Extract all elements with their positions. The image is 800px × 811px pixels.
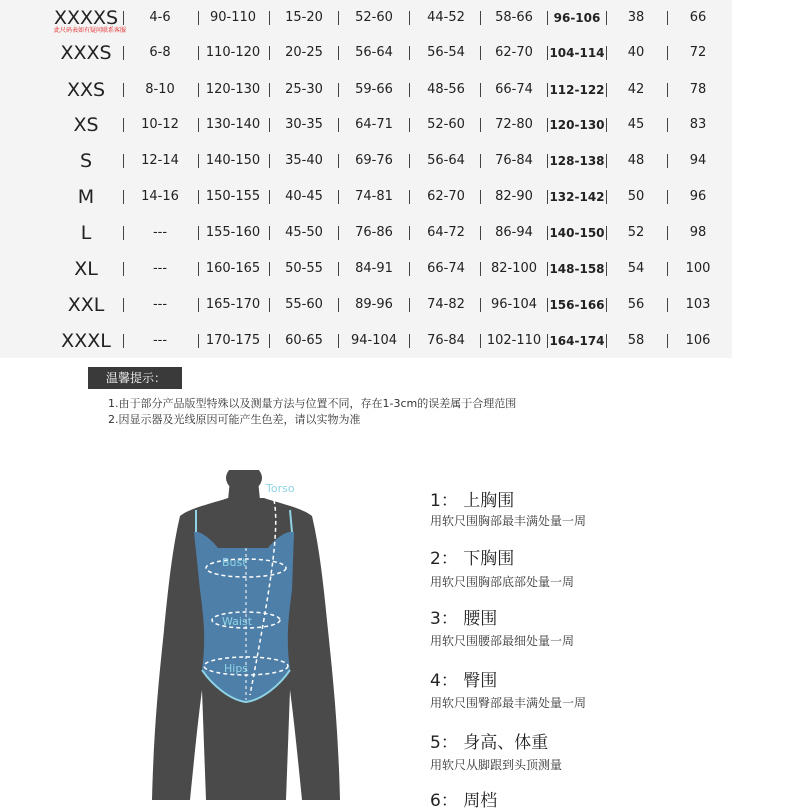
table-cell: 55-60 bbox=[285, 297, 323, 312]
table-row bbox=[0, 287, 732, 323]
size-label-cell: XXXS bbox=[60, 42, 112, 64]
table-cell: 82-90 bbox=[495, 189, 533, 204]
table-cell: 103 bbox=[685, 297, 711, 312]
hips-label: Hips bbox=[224, 662, 249, 675]
legend-title-6: 6： 周档 bbox=[430, 791, 498, 811]
column-separator bbox=[606, 154, 607, 168]
size-label-cell: XXS bbox=[66, 79, 106, 101]
table-cell: 40 bbox=[627, 45, 645, 60]
column-separator bbox=[123, 334, 124, 348]
column-separator bbox=[480, 190, 481, 204]
table-cell: 66 bbox=[689, 10, 707, 25]
column-separator bbox=[667, 46, 668, 60]
table-cell: 25-30 bbox=[285, 82, 323, 97]
table-cell: 106 bbox=[685, 333, 711, 348]
table-cell: 66-74 bbox=[427, 261, 465, 276]
column-separator bbox=[667, 11, 668, 25]
column-separator bbox=[606, 262, 607, 276]
torso-label: Torso bbox=[266, 482, 295, 495]
column-separator bbox=[606, 118, 607, 132]
column-separator bbox=[198, 83, 199, 97]
table-cell: 58 bbox=[627, 333, 645, 348]
table-cell: 10-12 bbox=[141, 117, 179, 132]
table-cell: 45 bbox=[627, 117, 645, 132]
column-separator bbox=[547, 118, 548, 132]
column-separator bbox=[338, 46, 339, 60]
legend-title-4: 4： 臀围 bbox=[430, 671, 498, 691]
table-cell: 120-130 bbox=[205, 82, 261, 97]
column-separator bbox=[269, 226, 270, 240]
table-cell: 170-175 bbox=[205, 333, 261, 348]
column-separator bbox=[547, 298, 548, 312]
table-cell: 56-64 bbox=[427, 153, 465, 168]
column-separator bbox=[409, 11, 410, 25]
column-separator bbox=[269, 190, 270, 204]
legend-title-2: 2： 下胸围 bbox=[430, 549, 515, 569]
legend-desc-3: 用软尺围腰部最细处量一周 bbox=[430, 634, 575, 648]
table-cell: 89-96 bbox=[355, 297, 393, 312]
size-label-cell: XL bbox=[74, 258, 98, 280]
column-separator bbox=[409, 298, 410, 312]
table-cell: 98 bbox=[689, 225, 707, 240]
legend-title-1: 1： 上胸围 bbox=[430, 491, 515, 511]
column-separator bbox=[409, 83, 410, 97]
table-cell: 45-50 bbox=[285, 225, 323, 240]
column-separator bbox=[123, 298, 124, 312]
table-cell: 8-10 bbox=[145, 82, 175, 97]
bust-label: Bust bbox=[222, 556, 247, 569]
column-separator bbox=[480, 83, 481, 97]
column-separator bbox=[269, 46, 270, 60]
table-cell: 96-106 bbox=[553, 11, 601, 25]
column-separator bbox=[123, 262, 124, 276]
body-measurement-figure bbox=[150, 470, 380, 800]
legend-desc-1: 用软尺围胸部最丰满处量一周 bbox=[430, 514, 587, 528]
table-cell: 50 bbox=[627, 189, 645, 204]
table-cell: 20-25 bbox=[285, 45, 323, 60]
column-separator bbox=[269, 83, 270, 97]
table-cell: 66-74 bbox=[495, 82, 533, 97]
column-separator bbox=[480, 226, 481, 240]
column-separator bbox=[198, 226, 199, 240]
column-separator bbox=[123, 118, 124, 132]
table-cell: 78 bbox=[689, 82, 707, 97]
table-cell: 76-84 bbox=[495, 153, 533, 168]
table-cell: --- bbox=[152, 225, 168, 240]
table-cell: 155-160 bbox=[205, 225, 261, 240]
column-separator bbox=[198, 46, 199, 60]
table-cell: 48 bbox=[627, 153, 645, 168]
column-separator bbox=[198, 11, 199, 25]
size-table bbox=[0, 0, 732, 358]
table-cell: 56 bbox=[627, 297, 645, 312]
column-separator bbox=[198, 154, 199, 168]
column-separator bbox=[547, 190, 548, 204]
table-cell: 96-104 bbox=[490, 297, 538, 312]
waist-label: Waist bbox=[222, 615, 253, 628]
column-separator bbox=[409, 154, 410, 168]
column-separator bbox=[547, 46, 548, 60]
table-cell: 76-86 bbox=[355, 225, 393, 240]
column-separator bbox=[123, 46, 124, 60]
column-separator bbox=[269, 11, 270, 25]
column-separator bbox=[480, 298, 481, 312]
table-cell: 6-8 bbox=[149, 45, 171, 60]
table-cell: 128-138 bbox=[549, 154, 605, 168]
table-cell: 94-104 bbox=[350, 333, 398, 348]
column-separator bbox=[409, 46, 410, 60]
column-separator bbox=[198, 190, 199, 204]
table-cell: 64-72 bbox=[427, 225, 465, 240]
table-row bbox=[0, 215, 732, 251]
table-cell: 35-40 bbox=[285, 153, 323, 168]
size-label-cell: XS bbox=[73, 114, 99, 136]
column-separator bbox=[547, 83, 548, 97]
column-separator bbox=[547, 226, 548, 240]
column-separator bbox=[667, 334, 668, 348]
column-separator bbox=[338, 226, 339, 240]
column-separator bbox=[198, 262, 199, 276]
size-label-cell: M bbox=[77, 186, 95, 208]
size-label-cell: XXL bbox=[67, 294, 105, 316]
column-separator bbox=[123, 154, 124, 168]
table-cell: 86-94 bbox=[495, 225, 533, 240]
table-cell: 72 bbox=[689, 45, 707, 60]
column-separator bbox=[338, 11, 339, 25]
table-cell: 112-122 bbox=[549, 83, 605, 97]
table-cell: 164-174 bbox=[549, 334, 605, 348]
column-separator bbox=[338, 190, 339, 204]
legend-desc-5: 用软尺从脚跟到头顶测量 bbox=[430, 758, 563, 772]
table-row bbox=[0, 251, 732, 287]
legend-desc-2: 用软尺围胸部底部处量一周 bbox=[430, 575, 575, 589]
column-separator bbox=[547, 334, 548, 348]
table-cell: 156-166 bbox=[549, 298, 605, 312]
legend-title-5: 5： 身高、体重 bbox=[430, 733, 549, 753]
column-separator bbox=[667, 154, 668, 168]
column-separator bbox=[338, 298, 339, 312]
column-separator bbox=[269, 118, 270, 132]
table-cell: 83 bbox=[689, 117, 707, 132]
table-cell: 96 bbox=[689, 189, 707, 204]
column-separator bbox=[123, 190, 124, 204]
column-separator bbox=[480, 11, 481, 25]
table-cell: 160-165 bbox=[205, 261, 261, 276]
table-cell: 38 bbox=[627, 10, 645, 25]
table-row bbox=[0, 72, 732, 108]
table-cell: 62-70 bbox=[427, 189, 465, 204]
column-separator bbox=[269, 334, 270, 348]
size-label-cell: S bbox=[79, 150, 93, 172]
table-cell: 100 bbox=[685, 261, 711, 276]
column-separator bbox=[123, 11, 124, 25]
table-cell: 120-130 bbox=[549, 118, 605, 132]
table-cell: 165-170 bbox=[205, 297, 261, 312]
column-separator bbox=[409, 334, 410, 348]
column-separator bbox=[409, 190, 410, 204]
tips-line-2: 2.因显示器及光线原因可能产生色差，请以实物为准 bbox=[108, 413, 361, 426]
column-separator bbox=[606, 83, 607, 97]
size-table-note: 此尺码表如有疑问联系客服 bbox=[54, 27, 127, 34]
table-cell: 64-71 bbox=[355, 117, 393, 132]
table-cell: 30-35 bbox=[285, 117, 323, 132]
column-separator bbox=[409, 118, 410, 132]
column-separator bbox=[338, 118, 339, 132]
table-cell: 102-110 bbox=[486, 333, 542, 348]
column-separator bbox=[269, 298, 270, 312]
legend-desc-4: 用软尺围臀部最丰满处量一周 bbox=[430, 696, 587, 710]
table-cell: 15-20 bbox=[285, 10, 323, 25]
table-cell: 110-120 bbox=[205, 45, 261, 60]
column-separator bbox=[667, 262, 668, 276]
table-cell: 52-60 bbox=[427, 117, 465, 132]
table-cell: 44-52 bbox=[427, 10, 465, 25]
column-separator bbox=[409, 262, 410, 276]
size-label-cell: XXXL bbox=[61, 330, 111, 352]
table-cell: 148-158 bbox=[549, 262, 605, 276]
column-separator bbox=[269, 154, 270, 168]
column-separator bbox=[547, 262, 548, 276]
table-cell: 52-60 bbox=[355, 10, 393, 25]
table-cell: 104-114 bbox=[549, 46, 605, 60]
table-cell: 54 bbox=[627, 261, 645, 276]
table-cell: 40-45 bbox=[285, 189, 323, 204]
table-cell: 59-66 bbox=[355, 82, 393, 97]
table-cell: 150-155 bbox=[205, 189, 261, 204]
column-separator bbox=[338, 154, 339, 168]
column-separator bbox=[480, 154, 481, 168]
table-cell: 84-91 bbox=[355, 261, 393, 276]
table-cell: 82-100 bbox=[490, 261, 538, 276]
table-cell: 58-66 bbox=[495, 10, 533, 25]
column-separator bbox=[198, 118, 199, 132]
column-separator bbox=[480, 118, 481, 132]
table-row bbox=[0, 143, 732, 179]
column-separator bbox=[667, 118, 668, 132]
table-cell: 69-76 bbox=[355, 153, 393, 168]
table-cell: 14-16 bbox=[141, 189, 179, 204]
table-cell: 90-110 bbox=[209, 10, 257, 25]
column-separator bbox=[606, 11, 607, 25]
column-separator bbox=[480, 262, 481, 276]
column-separator bbox=[606, 334, 607, 348]
table-row bbox=[0, 323, 732, 359]
column-separator bbox=[547, 11, 548, 25]
legend-title-3: 3： 腰围 bbox=[430, 609, 498, 629]
column-separator bbox=[198, 298, 199, 312]
table-cell: 132-142 bbox=[549, 190, 605, 204]
column-separator bbox=[667, 298, 668, 312]
table-cell: 42 bbox=[627, 82, 645, 97]
table-cell: 12-14 bbox=[141, 153, 179, 168]
table-row bbox=[0, 35, 732, 71]
table-cell: 76-84 bbox=[427, 333, 465, 348]
table-cell: 56-54 bbox=[427, 45, 465, 60]
column-separator bbox=[123, 226, 124, 240]
column-separator bbox=[338, 262, 339, 276]
column-separator bbox=[198, 334, 199, 348]
table-cell: --- bbox=[152, 261, 168, 276]
column-separator bbox=[409, 226, 410, 240]
table-cell: 74-82 bbox=[427, 297, 465, 312]
column-separator bbox=[123, 83, 124, 97]
size-label-cell: L bbox=[80, 222, 92, 244]
table-cell: 4-6 bbox=[149, 10, 171, 25]
column-separator bbox=[547, 154, 548, 168]
column-separator bbox=[338, 334, 339, 348]
column-separator bbox=[667, 83, 668, 97]
column-separator bbox=[480, 46, 481, 60]
table-cell: 48-56 bbox=[427, 82, 465, 97]
column-separator bbox=[480, 334, 481, 348]
table-cell: 60-65 bbox=[285, 333, 323, 348]
column-separator bbox=[667, 226, 668, 240]
column-separator bbox=[667, 190, 668, 204]
column-separator bbox=[269, 262, 270, 276]
table-cell: 50-55 bbox=[285, 261, 323, 276]
table-row bbox=[0, 179, 732, 215]
table-row bbox=[0, 107, 732, 143]
table-cell: 72-80 bbox=[495, 117, 533, 132]
table-cell: 94 bbox=[689, 153, 707, 168]
size-label-cell: XXXXS bbox=[53, 7, 119, 29]
table-cell: 62-70 bbox=[495, 45, 533, 60]
column-separator bbox=[606, 46, 607, 60]
column-separator bbox=[606, 226, 607, 240]
tips-header: 温馨提示： bbox=[88, 367, 182, 389]
table-cell: 74-81 bbox=[355, 189, 393, 204]
table-cell: 52 bbox=[627, 225, 645, 240]
table-cell: 140-150 bbox=[205, 153, 261, 168]
table-cell: 130-140 bbox=[205, 117, 261, 132]
tips-line-1: 1.由于部分产品版型特殊以及测量方法与位置不同，存在1-3cm的误差属于合理范围 bbox=[108, 397, 517, 410]
column-separator bbox=[606, 190, 607, 204]
column-separator bbox=[606, 298, 607, 312]
table-cell: 140-150 bbox=[549, 226, 605, 240]
table-cell: --- bbox=[152, 333, 168, 348]
column-separator bbox=[338, 83, 339, 97]
table-cell: 56-64 bbox=[355, 45, 393, 60]
table-cell: --- bbox=[152, 297, 168, 312]
